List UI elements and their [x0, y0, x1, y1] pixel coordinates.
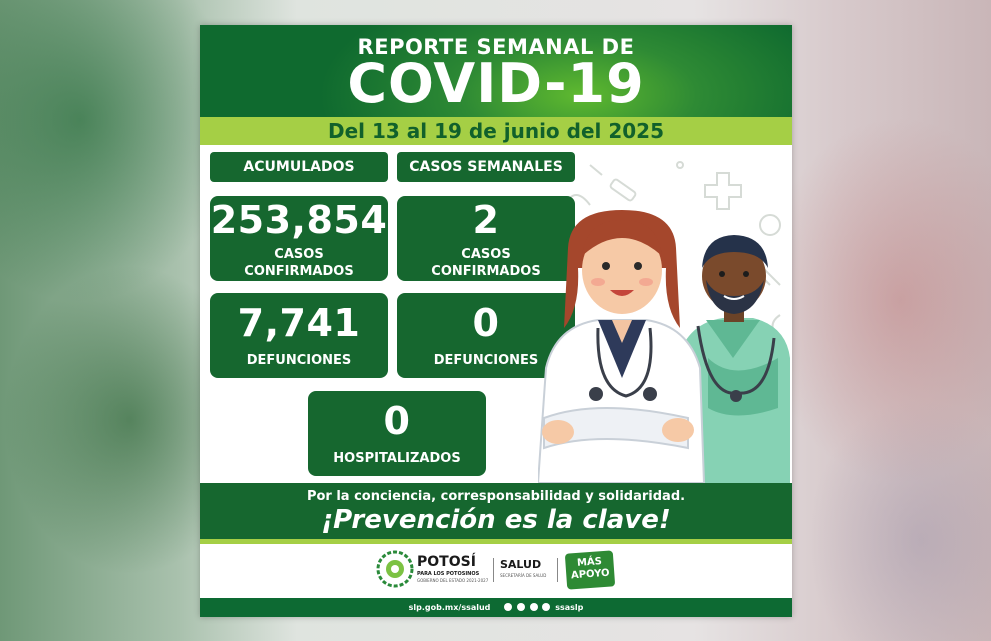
footer-handle[interactable]: ssaslp	[555, 603, 584, 612]
salud-sub: SECRETARÍA DE SALUD	[500, 573, 547, 578]
weekly-deaths-label: DEFUNCIONES	[433, 353, 539, 368]
logo-divider-2	[557, 558, 558, 582]
slogan-bar	[200, 483, 792, 539]
weekly-cases-label: CASOS SEMANALES	[397, 152, 575, 182]
header-title: COVID-19	[347, 52, 645, 115]
potosi-name: POTOSÍ	[417, 554, 476, 570]
potosi-logo-icon	[376, 550, 414, 588]
slogan-line-1: Por la conciencia, corresponsabilidad y solidaridad.	[306, 489, 686, 504]
weekly-cases-label-2: CONFIRMADOS	[431, 264, 541, 279]
accumulated-cases-card	[210, 196, 388, 281]
footer-bar	[200, 598, 792, 617]
hospitalized-card	[308, 391, 486, 476]
accumulated-deaths-value: 7,741	[237, 301, 361, 345]
facebook-icon[interactable]	[504, 603, 512, 611]
x-icon[interactable]	[517, 603, 525, 611]
accumulated-deaths-card	[210, 293, 388, 378]
instagram-icon[interactable]	[542, 603, 550, 611]
hospitalized-value: 0	[383, 399, 411, 443]
salud-name: SALUD	[500, 558, 542, 571]
mas-apoyo-logo	[565, 550, 615, 589]
accumulated-cases-label-2: CONFIRMADOS	[244, 264, 354, 279]
covid-report-poster	[200, 25, 792, 617]
date-range: Del 13 al 19 de junio del 2025	[200, 117, 792, 145]
mas-apoyo-text: MÁS APOYO	[570, 556, 610, 582]
accumulated-deaths-label: DEFUNCIONES	[246, 353, 352, 368]
health-workers-illustration	[538, 208, 792, 483]
weekly-cases-value: 2	[472, 198, 500, 242]
accumulated-cases-label-1: CASOS	[274, 247, 324, 262]
youtube-icon[interactable]	[530, 603, 538, 611]
slogan-line-2: ¡Prevención es la clave!	[321, 505, 671, 535]
accumulated-cases-value: 253,854	[210, 198, 388, 242]
accumulated-label: ACUMULADOS	[210, 152, 388, 182]
potosi-tagline: PARA LOS POTOSINOS	[417, 571, 480, 577]
footer-website[interactable]: slp.gob.mx/ssalud	[408, 603, 491, 612]
hospitalized-label: HOSPITALIZADOS	[333, 451, 461, 466]
header-subtitle: REPORTE SEMANAL DE	[357, 35, 635, 59]
weekly-deaths-value: 0	[472, 301, 500, 345]
poster-header	[200, 25, 792, 117]
weekly-cases-label-1: CASOS	[461, 247, 511, 262]
potosi-sub: GOBIERNO DEL ESTADO 2021-2027	[417, 578, 489, 583]
logo-row	[200, 544, 792, 598]
logo-divider-1	[493, 558, 494, 582]
female-doctor-figure	[538, 210, 704, 483]
